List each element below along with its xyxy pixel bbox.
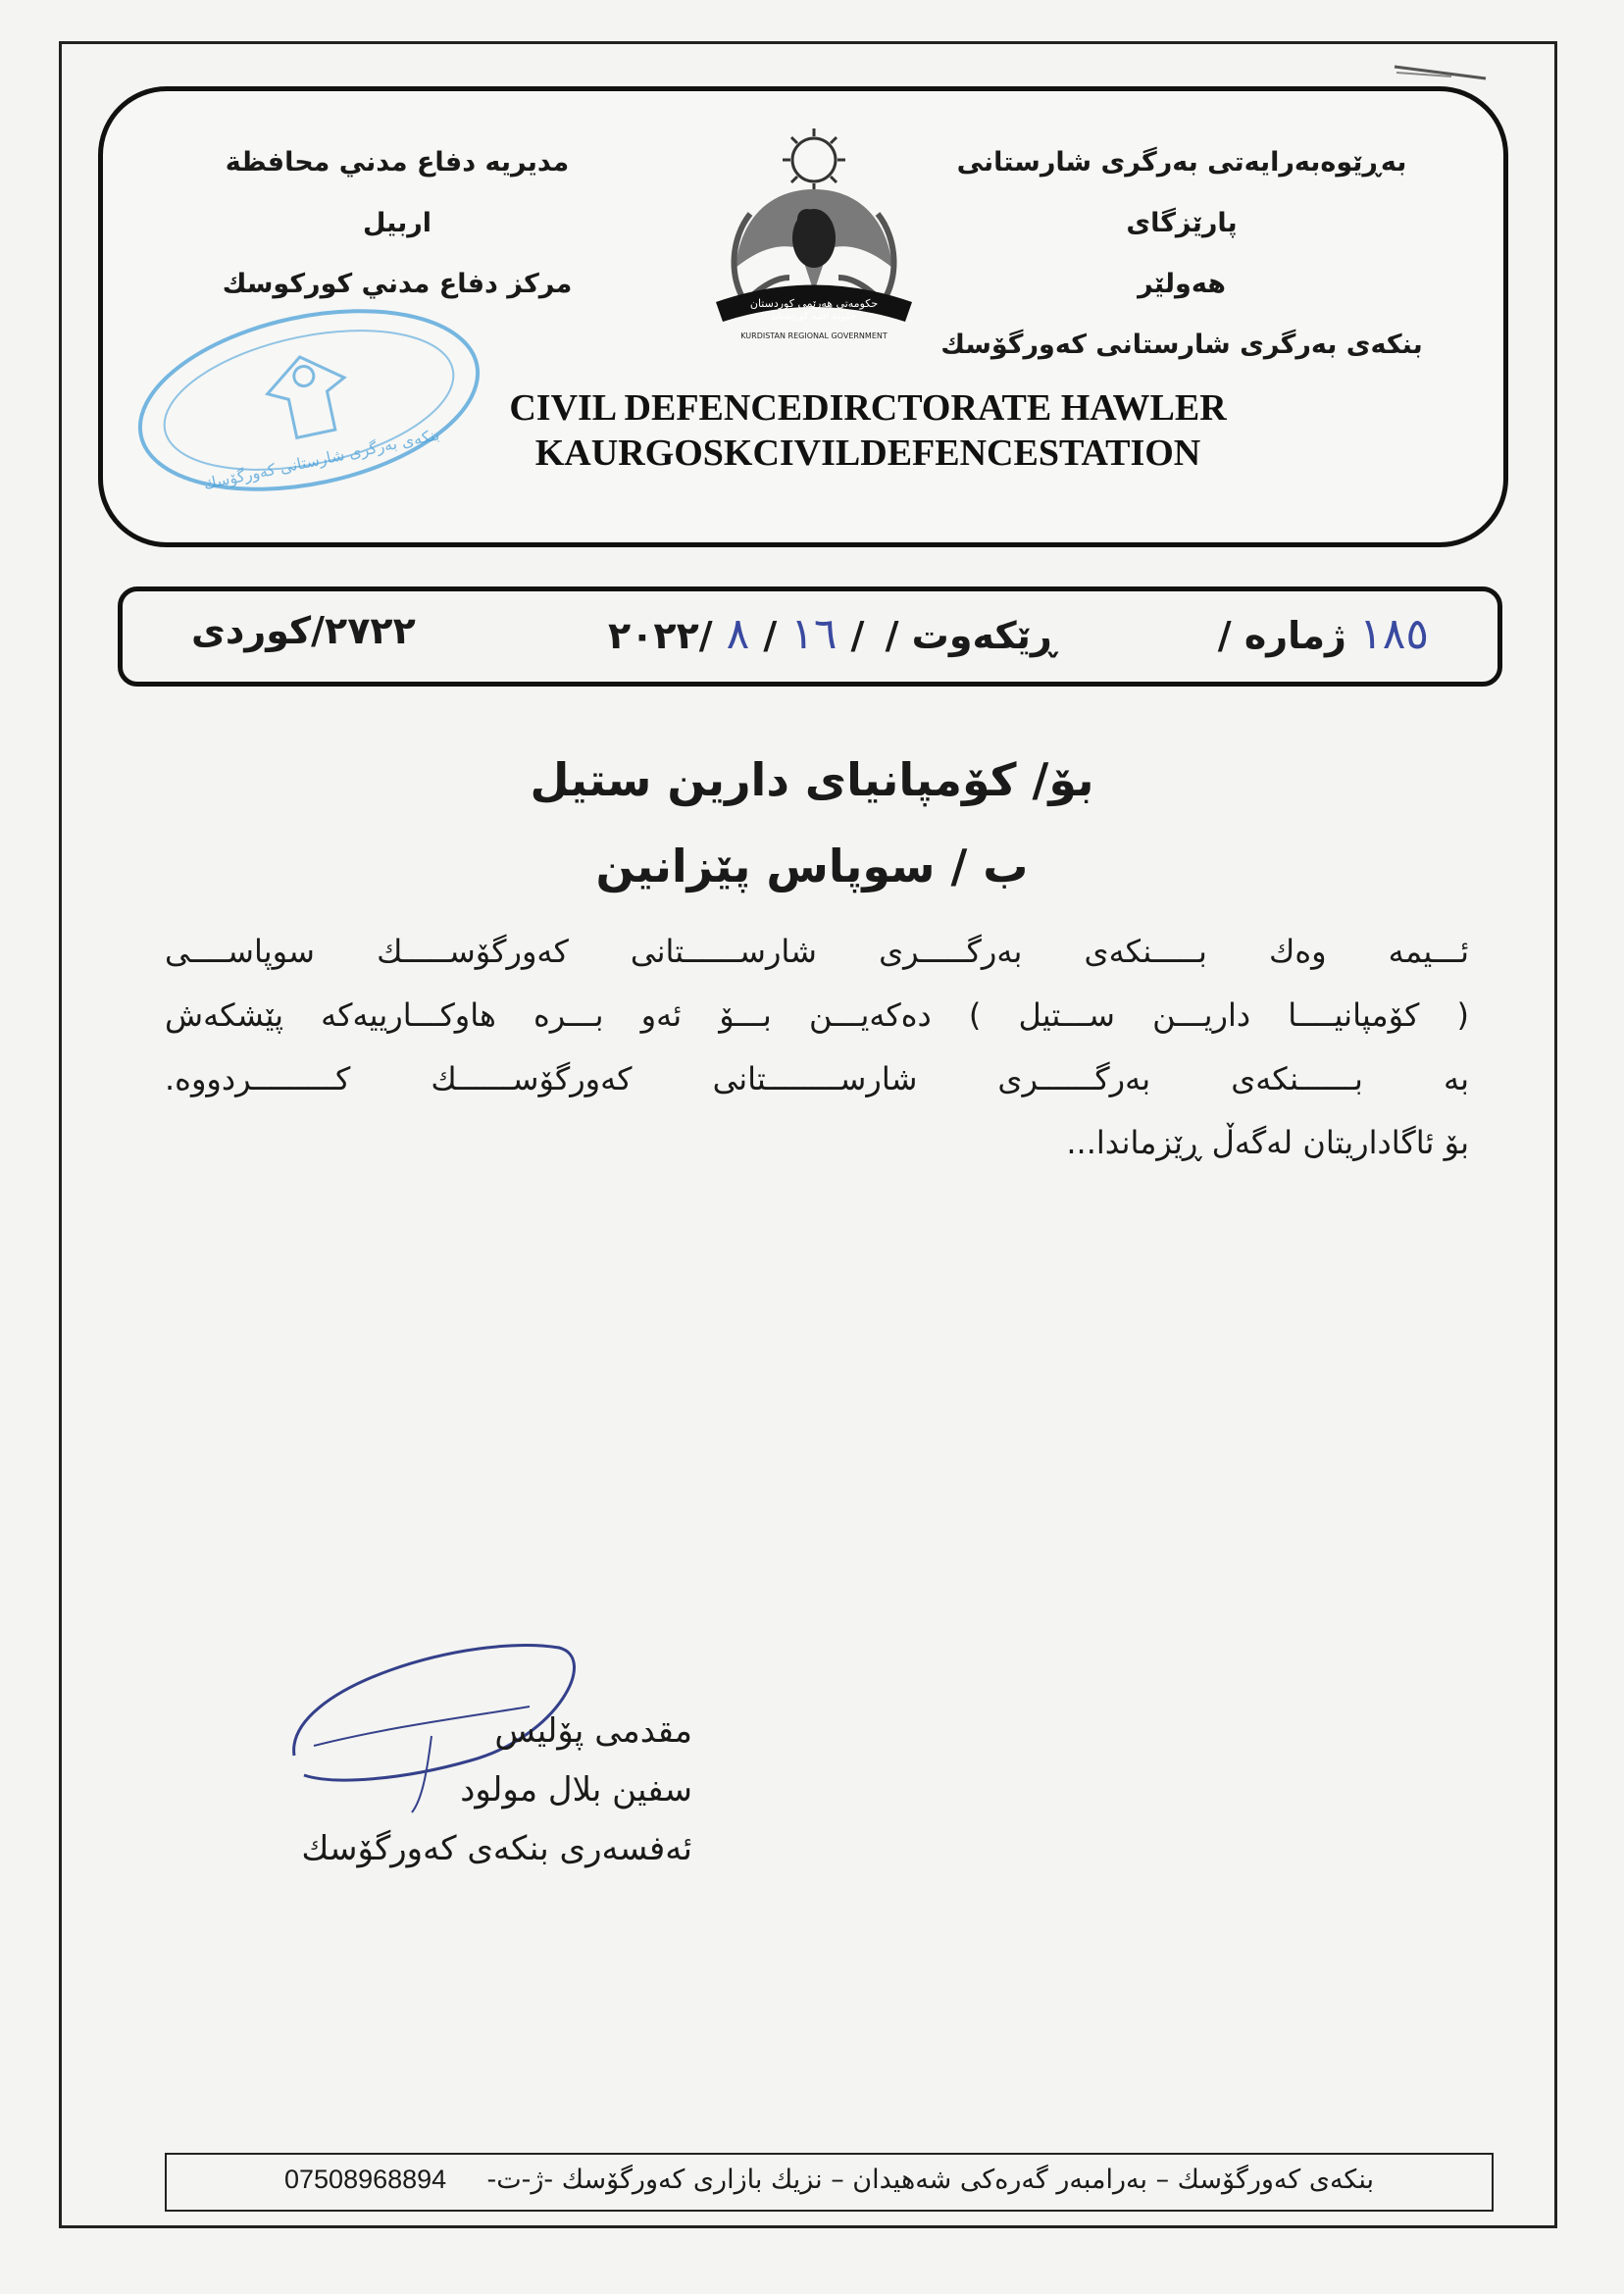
emblem-text-2: حكومة اقليم كوردستان bbox=[772, 312, 856, 322]
date-year: ٢٠٢٢ bbox=[608, 614, 699, 657]
body-line-1: ئـــیمە وەك بـــــنکەی بەرگـــــری شارســــــتانی کەورگۆســـــك سوپاســــی bbox=[165, 933, 1469, 970]
reference-number-label: ژمارە / bbox=[1217, 614, 1346, 657]
reference-number bbox=[1218, 609, 1468, 659]
body-line-3: بە بــــــنکەی بەرگــــــری شارســــــــتانی کەورگۆســــــك کـــــــــردووە. bbox=[165, 1060, 1469, 1097]
footer bbox=[165, 2153, 1494, 2212]
letter-subject: ب / سوپاس پێزانین bbox=[595, 840, 1029, 892]
footer-phone: 07508968894 bbox=[284, 2165, 447, 2194]
corner-scribble bbox=[1393, 57, 1491, 86]
letterhead bbox=[98, 86, 1508, 547]
letter-recipient: بۆ/ کۆمپانیای دارین ستیل bbox=[530, 753, 1094, 806]
stamp-text: بنکەی بەرگری شارستانی کەورگۆسك bbox=[201, 425, 441, 493]
reference-date: ٢٠٢٢/ ٨ / ١٦ / ڕێکەوت / bbox=[608, 609, 1056, 659]
krg-emblem-icon bbox=[691, 121, 937, 356]
emblem-text-1: حکومەتی هەرێمی کوردستان bbox=[749, 297, 879, 310]
signature-rank: مقدمی پۆلیس bbox=[494, 1711, 692, 1751]
signature-block bbox=[300, 1702, 692, 1878]
emblem-text-3: KURDISTAN REGIONAL GOVERNMENT bbox=[740, 331, 888, 340]
signature-title: ئەفسەری بنکەی کەورگۆسك bbox=[301, 1829, 692, 1868]
letterhead-kurdish-line2: هەولێر bbox=[1138, 269, 1226, 299]
date-day: ١٦ bbox=[790, 609, 837, 659]
letterhead-arabic bbox=[172, 132, 623, 315]
letterhead-kurdish-line3: بنکەی بەرگری شارستانی کەورگۆسك bbox=[940, 330, 1423, 360]
reference-number-value: ١٨٥ bbox=[1359, 609, 1429, 659]
letterhead-arabic-line1: مديريه دفاع مدني محافظة bbox=[225, 147, 570, 178]
letterhead-kurdish bbox=[907, 132, 1456, 376]
reference-box bbox=[118, 586, 1502, 687]
body-line-4: بۆ ئاگاداریتان لەگەڵ ڕێزماندا... bbox=[1066, 1124, 1469, 1161]
letter-body bbox=[165, 920, 1469, 1175]
signature-name: سفین بلال مولود bbox=[460, 1770, 692, 1810]
letterhead-kurdish-line1: بەڕێوەبەرایەتی بەرگری شارستانی پارێزگای bbox=[956, 147, 1407, 238]
letterhead-arabic-line3: مركز دفاع مدني كوركوسك bbox=[222, 269, 573, 299]
body-line-2: ( کۆمپانیــــا داریـــن ســـتیل ) دەکەیـــن بـــۆ ئەو بـــرە هاوکـــارییەکە پێشکەش bbox=[165, 996, 1469, 1034]
letterhead-english-line1: CIVIL DEFENCEDIRCTORATE HAWLER bbox=[509, 387, 1227, 429]
kurdish-date: ٢٧٢٢/کوردی bbox=[191, 609, 416, 652]
date-label: ڕێکەوت / bbox=[885, 614, 1056, 657]
letterhead-english bbox=[397, 385, 1339, 476]
letterhead-english-line2: KAURGOSKCIVILDEFENCESTATION bbox=[534, 433, 1201, 474]
footer-address: بنکەی کەورگۆسك – بەرامبەر گەرەکی شەهیدان – نزیك بازاری کەورگۆسك -ژ-ت- bbox=[486, 2165, 1374, 2195]
date-month: ٨ bbox=[726, 609, 750, 659]
letterhead-arabic-line2: اربيل bbox=[362, 208, 432, 238]
